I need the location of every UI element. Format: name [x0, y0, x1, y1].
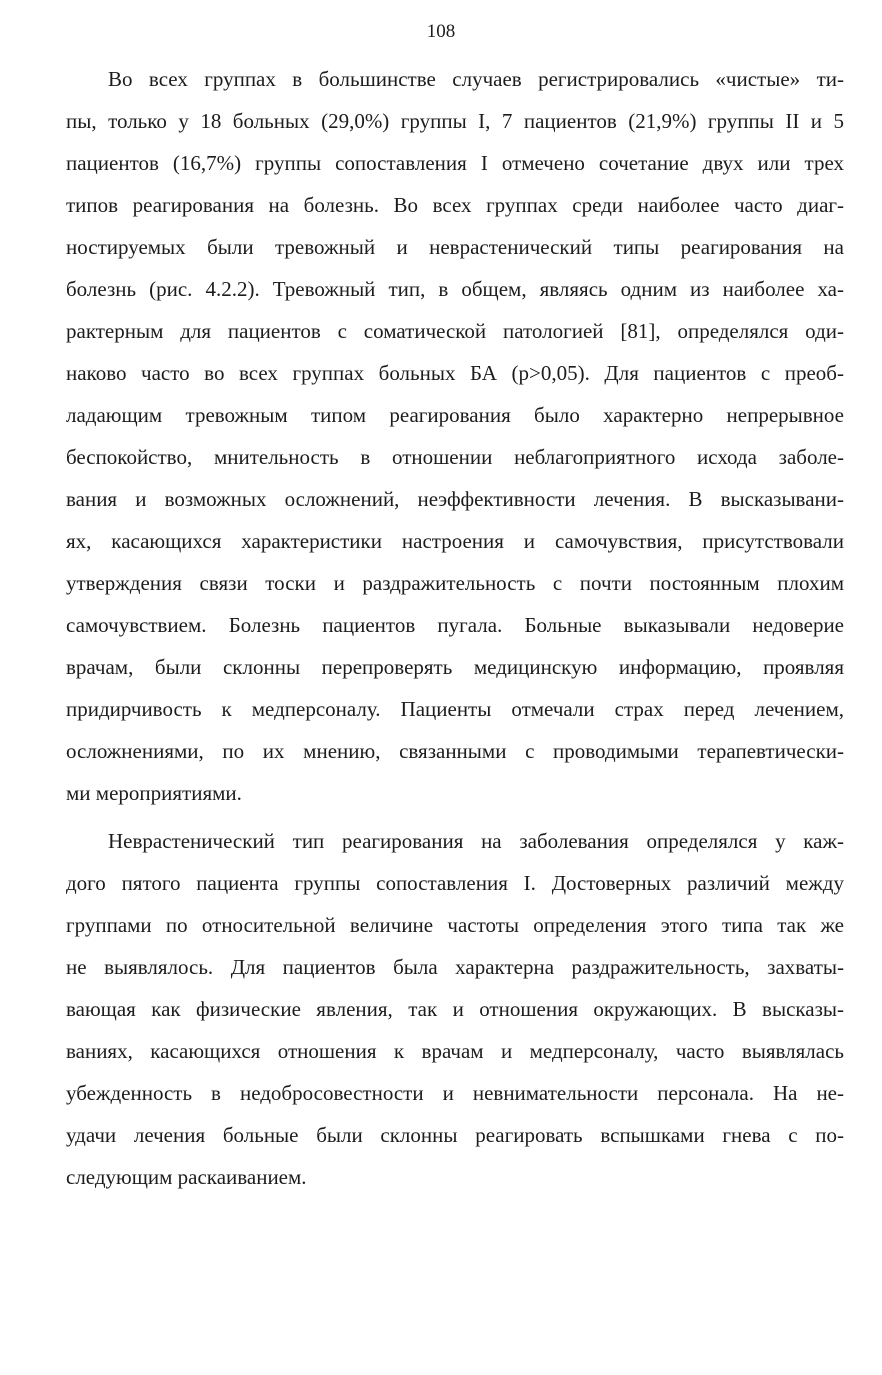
text-line: ладающим тревожным типом реагирования было характерно непрерывное: [66, 403, 844, 427]
text-line: ваниях, касающихся отношения к врачам и медперсоналу, часто выявлялась: [66, 1039, 844, 1063]
paragraph-1: [66, 58, 844, 814]
text-line: вания и возможных осложнений, неэффективности лечения. В высказывани-: [66, 487, 844, 511]
text-line: болезнь (рис. 4.2.2). Тревожный тип, в общем, являясь одним из наиболее ха-: [66, 277, 844, 301]
text-line: ях, касающихся характеристики настроения и самочувствия, присутствовали: [66, 529, 844, 553]
text-line: типов реагирования на болезнь. Во всех группах среди наиболее часто диаг-: [66, 193, 844, 217]
text-line: следующим раскаиванием.: [66, 1165, 307, 1189]
paragraph-2: [66, 820, 844, 1198]
text-line: не выявлялось. Для пациентов была характерна раздражительность, захваты-: [66, 955, 844, 979]
text-line: беспокойство, мнительность в отношении неблагоприятного исхода заболе-: [66, 445, 844, 469]
text-line: Во всех группах в большинстве случаев регистрировались «чистые» ти-: [108, 67, 844, 91]
page-number: 108: [426, 21, 456, 42]
text-line: пы, только у 18 больных (29,0%) группы I, 7 пациентов (21,9%) группы II и 5: [66, 109, 844, 133]
text-line: осложнениями, по их мнению, связанными с проводимыми терапевтически-: [66, 739, 844, 763]
text-line: пациентов (16,7%) группы сопоставления I отмечено сочетание двух или трех: [66, 151, 844, 175]
text-line: ми мероприятиями.: [66, 781, 242, 805]
text-line: вающая как физические явления, так и отношения окружающих. В высказы-: [66, 997, 844, 1021]
text-line: группами по относительной величине частоты определения этого типа так же: [66, 913, 844, 937]
text-line: врачам, были склонны перепроверять медицинскую информацию, проявляя: [66, 655, 844, 679]
body-text: [66, 58, 844, 1198]
text-line: наково часто во всех группах больных БА (p>0,05). Для пациентов с преоб-: [66, 361, 844, 385]
text-line: самочувствием. Болезнь пациентов пугала. Больные выказывали недоверие: [66, 613, 844, 637]
text-line: убежденность в недобросовестности и невнимательности персонала. На не-: [66, 1081, 844, 1105]
text-line: удачи лечения больные были склонны реагировать вспышками гнева с по-: [66, 1123, 844, 1147]
text-line: ностируемых были тревожный и неврастенический типы реагирования на: [66, 235, 844, 259]
text-line: дого пятого пациента группы сопоставления I. Достоверных различий между: [66, 871, 844, 895]
text-line: придирчивость к медперсоналу. Пациенты отмечали страх перед лечением,: [66, 697, 844, 721]
text-line: рактерным для пациентов с соматической патологией [81], определялся оди-: [66, 319, 844, 343]
text-line: утверждения связи тоски и раздражительность с почти постоянным плохим: [66, 571, 844, 595]
text-line: Неврастенический тип реагирования на заболевания определялся у каж-: [108, 829, 844, 853]
